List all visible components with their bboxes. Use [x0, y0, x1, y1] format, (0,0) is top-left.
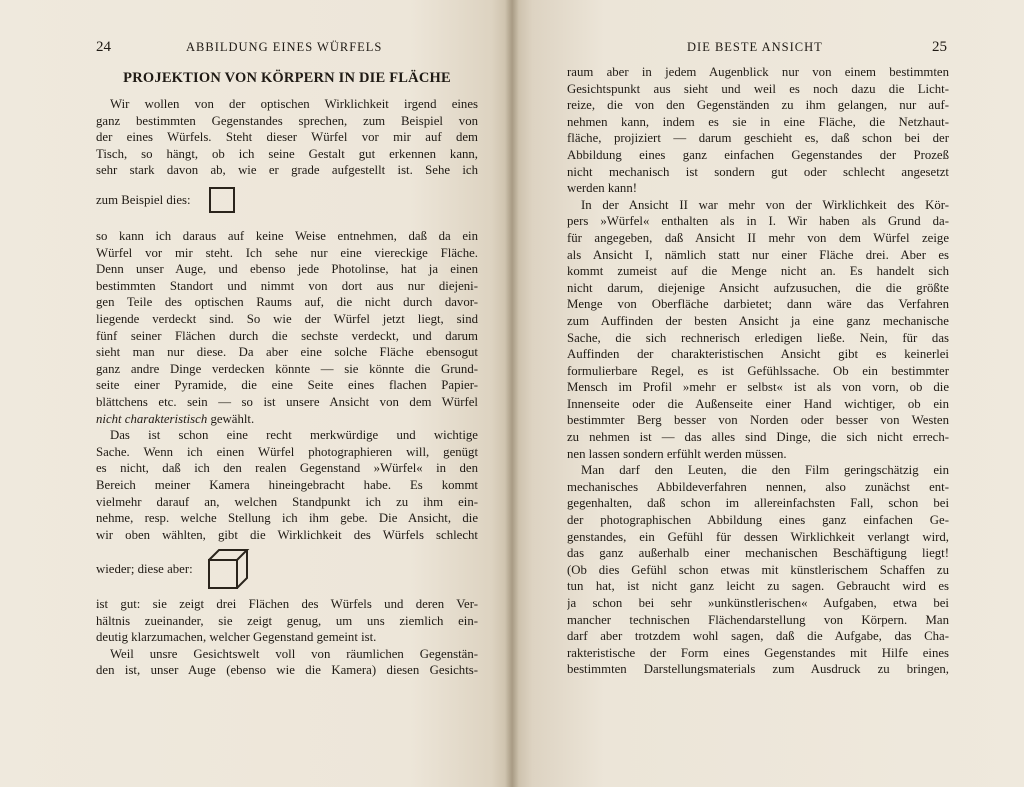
- text-line: es nicht, daß ich den realen Gegenstand »Würfel« in den: [96, 461, 478, 476]
- text-line: gegenhalten, daß schon im allereinfachsten Fall, schon bei: [567, 496, 949, 511]
- text-line: nicht mechanisch ist sondern gut oder schlecht angesetzt: [567, 164, 949, 179]
- figure-caption: wieder; diese aber:: [96, 561, 193, 576]
- figure-cube-row: [96, 548, 251, 590]
- text-line: bestimmten Standort und nimmt von dort aus nur diejeni-: [96, 278, 478, 293]
- figure-square-row: [96, 187, 235, 213]
- text-line: reize, die von den Gegenständen zu ihm gelangen, nur auf-: [567, 98, 949, 113]
- text-line: deutig klarzumachen, welcher Gegenstand gemeint ist.: [96, 630, 377, 645]
- text-line: Denn unser Auge, und ebenso jede Photolinse, hat ja einen: [96, 262, 478, 277]
- text-line: zum Auffinden der besten Ansicht ja eine ganz mechanische: [567, 313, 949, 328]
- text-line: der eines Würfels. Steht dieser Würfel vor mir auf dem: [96, 130, 478, 145]
- square-view-figure: [209, 187, 235, 213]
- right-page: [512, 0, 1024, 787]
- text-line: [96, 411, 478, 428]
- text-line: (Ob dies Gefühl schon etwas mit künstlerischem Schaffen zu: [567, 562, 949, 577]
- text-line: den ist, unser Auge (ebenso wie die Kamera) diesen Gesichts-: [96, 663, 478, 678]
- text-line: In der Ansicht II war mehr von der Wirklichkeit des Kör-: [581, 197, 949, 212]
- text-line: Bereich meiner Kamera hineingebracht habe. Es kommt: [96, 477, 478, 492]
- text-line: sieht man nur diese. Da aber eine solche Fläche ebensogut: [96, 345, 478, 360]
- text-line: formulierbare Regel, es ist Gefühlssache. Ob ein bestimmter: [567, 363, 949, 378]
- text-line: darf aber trotzdem wohl sagen, daß die Aufgabe, das Cha-: [567, 629, 949, 644]
- text-line: Sache, die sich rechnerisch erledigen ließe. Nein, für das: [567, 330, 949, 345]
- text-line: als Ansicht I, nämlich statt nur einer Fläche drei. Aber es: [567, 247, 949, 262]
- text-line: seite einer Pyramide, die eine Seite eines flachen Papier-: [96, 378, 478, 393]
- text-line: so kann ich daraus auf keine Weise entnehmen, daß da ein: [96, 229, 478, 243]
- text-line: liegende verdeckt sind. So wie der Würfel jetzt liegt, sind: [96, 311, 478, 326]
- text-line: pers »Würfel« enthalten als in I. Wir haben als Grund da-: [567, 214, 949, 229]
- text-line: nen lassen sondern erfühlt werden müssen.: [567, 446, 787, 461]
- text-line: zu nehmen ist — das alles sind Dinge, die sich nicht errech-: [567, 430, 949, 445]
- text-line: tun hat, ist nicht ganz leicht zu sagen. Gebraucht wird es: [567, 579, 949, 594]
- italic-phrase: nicht charakteristisch: [96, 411, 208, 426]
- text-line: Das ist schon eine recht merkwürdige und wichtige: [110, 428, 478, 443]
- text-line: kommt zumeist auf die Menge nicht an. Es handelt sich: [567, 264, 949, 279]
- figure-caption: zum Beispiel dies:: [96, 192, 191, 207]
- text-line: Menge von Oberfläche darbietet; dann wäre das Verfahren: [567, 297, 949, 312]
- text-line: der photographischen Abbildung eines ganz einfachen Ge-: [567, 513, 949, 528]
- text-line: Gesichtspunkt aus sieht und weil es noch dazu die Licht-: [567, 81, 949, 96]
- paragraph-block-2: [96, 228, 478, 543]
- text-line: bestimmten Darstellungsmaterials zum Ausdruck zu bringen,: [567, 662, 949, 677]
- text-line: Innenseite oder die Außenseite einer Hand wichtiger, ob ein: [567, 396, 949, 411]
- text-line: das ganz außerhalb einer mechanischen Beschäftigung liegt!: [567, 546, 949, 561]
- text-line: Man darf den Leuten, die den Film geringschätzig ein: [581, 463, 949, 478]
- paragraph-block-3: [96, 596, 478, 679]
- running-head-left: ABBILDUNG EINES WÜRFELS: [186, 40, 383, 54]
- text-line: gen Teile des optischen Raums auf, die nicht durch davor-: [96, 295, 478, 310]
- running-head-right: DIE BESTE ANSICHT: [687, 40, 823, 54]
- text-line: bestimmter Berg besser von Norden oder besser von Westen: [567, 413, 949, 428]
- text-line: genstandes, ein Gefühl für dessen Wirklichkeit verlangt wird,: [567, 529, 949, 544]
- text-line: für angegeben, daß Ansicht II mehr von dem Würfel zeige: [567, 230, 949, 245]
- text-line: Würfel vor mir steht. Ich sehe nur eine viereckige Fläche.: [96, 245, 478, 260]
- text-line: Tisch, so hängt, ob ich seine Gestalt gut erkennen kann,: [96, 146, 478, 161]
- text-line: nicht darum, diejenige Ansicht aufzusuchen, die die größte: [567, 280, 949, 295]
- line-rest: gewählt.: [207, 411, 255, 426]
- text-line: blättchens etc. sein — so ist unsere Ansicht von dem Würfel: [96, 394, 478, 409]
- paragraph-block-right: [567, 64, 949, 678]
- cube-view-figure: [207, 548, 251, 590]
- text-line: fläche, projiziert — darum geschieht es, daß schon bei der: [567, 131, 949, 146]
- text-line: mechanisches Abbildeverfahren nennen, also zunächst ent-: [567, 479, 949, 494]
- text-line: ja schon bei sehr »unkünstlerischen« Aufgaben, etwa bei: [567, 596, 949, 610]
- text-line: werden kann!: [567, 181, 637, 196]
- text-line: Abbildung eines ganz einfachen Gegenstandes der Prozeß: [567, 147, 949, 162]
- text-line: ganz andre Dinge verdecken könnte — sie könnte die Grund-: [96, 361, 478, 376]
- text-line: nehmen kann, indem es sie in eine Fläche, die Netzhaut-: [567, 114, 949, 129]
- text-line: ganz bestimmten Gegenstandes sprechen, zum Beispiel von: [96, 113, 478, 128]
- book-gutter: [505, 0, 519, 787]
- text-line: raum aber in jedem Augenblick nur von einem bestimmten: [567, 65, 949, 79]
- page-number-right: 25: [932, 39, 947, 55]
- text-line: fünf seiner Flächen durch die sechste verdeckt, und darum: [96, 328, 478, 343]
- page-number-left: 24: [96, 39, 111, 55]
- text-line: Sache. Wenn ich einen Würfel photographieren will, genügt: [96, 444, 478, 459]
- text-line: Wir wollen von der optischen Wirklichkeit irgend eines: [110, 97, 478, 111]
- chapter-title: PROJEKTION VON KÖRPERN IN DIE FLÄCHE: [123, 70, 451, 86]
- text-line: nehme, resp. welche Stellung ich ihm gebe. Die Ansicht, die: [96, 511, 478, 526]
- text-line: Mensch im Profil »mehr er selbst« ist als von vorn, ob die: [567, 380, 949, 395]
- text-line: rakteristische der Form eines Gegenstandes mit Hilfe eines: [567, 645, 949, 660]
- text-line: wir oben wählten, gibt die Wirklichkeit des Würfels schlecht: [96, 527, 478, 542]
- text-line: Weil unsre Gesichtswelt voll von räumlichen Gegenstän-: [110, 646, 478, 661]
- text-line: ist gut: sie zeigt drei Flächen des Würfels und deren Ver-: [96, 597, 478, 611]
- paragraph-block-1: [96, 96, 478, 179]
- text-line: Auffinden der charakteristischen Ansicht gibt es keinerlei: [567, 347, 949, 362]
- text-line: vielmehr darauf an, welchen Standpunkt ich zu ihm ein-: [96, 494, 478, 509]
- text-line: sehr stark davon ab, wie er grade aufgestellt ist. Sehe ich: [96, 163, 478, 178]
- text-line: mancher technischen Flächendarstellung von Körpern. Man: [567, 612, 949, 627]
- text-line: hältnis zueinander, sie zeigt genug, um uns ziemlich ein-: [96, 613, 478, 628]
